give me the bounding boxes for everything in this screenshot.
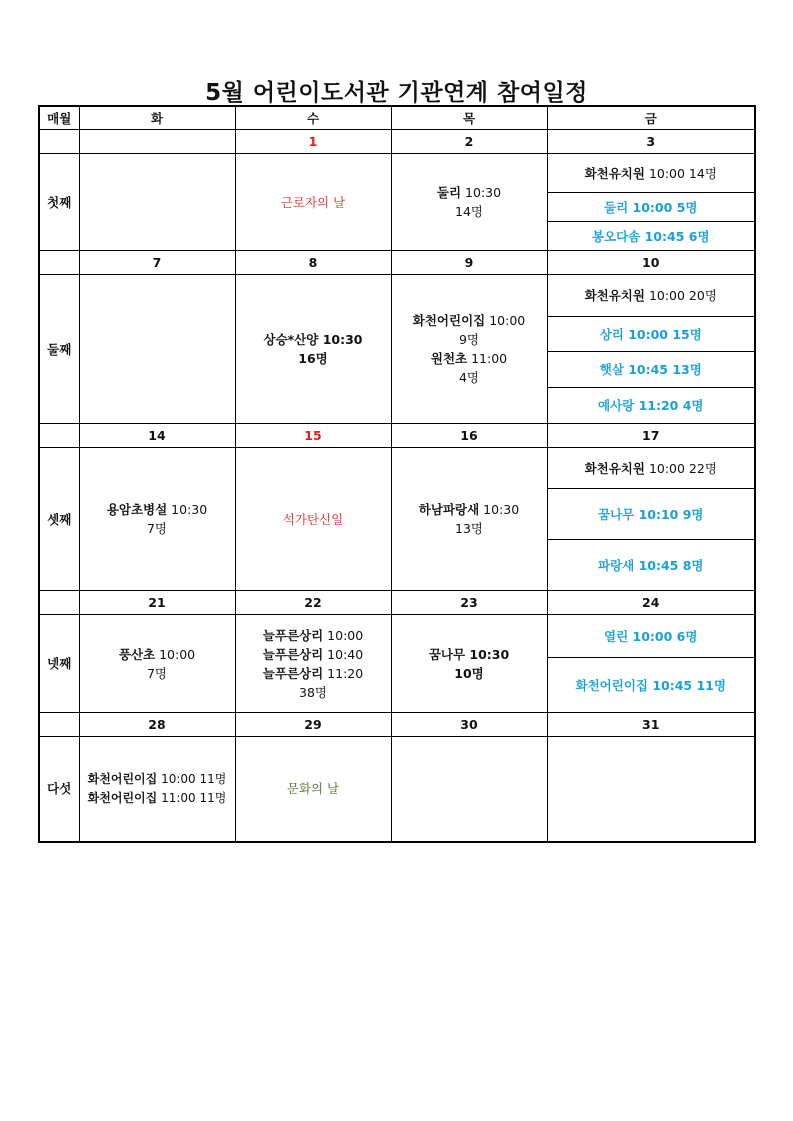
week1-row xyxy=(39,154,755,251)
date-cell: 22 xyxy=(235,591,391,615)
schedule-entry: 늘푸른상리 10:40 xyxy=(262,646,364,662)
schedule-entry: 늘푸른상리 10:00 xyxy=(262,627,364,643)
schedule-entry: 하남파랑새 10:30 xyxy=(418,502,520,517)
week3-row xyxy=(39,448,755,591)
schedule-entry: 상리 10:00 15명 xyxy=(548,317,755,352)
date-cell: 9 xyxy=(391,251,547,275)
schedule-entry: 10명 xyxy=(454,665,484,681)
date-row-week5 xyxy=(39,713,755,737)
date-cell: 1 xyxy=(235,130,391,154)
date-cell: 23 xyxy=(391,591,547,615)
date-cell: 30 xyxy=(391,713,547,737)
header-thu: 목 xyxy=(391,106,547,130)
tue-cell xyxy=(79,448,235,591)
wed-cell xyxy=(235,154,391,251)
date-cell: 15 xyxy=(235,424,391,448)
date-cell: 24 xyxy=(547,591,755,615)
schedule-entry: 봉오다솜 10:45 6명 xyxy=(591,228,710,244)
week5-row xyxy=(39,737,755,842)
schedule-entry: 둘리 10:30 xyxy=(436,185,502,200)
schedule-entry: 둘리 10:00 5명 xyxy=(548,193,755,222)
schedule-entry: 화천어린이집 10:00 xyxy=(412,313,526,328)
date-row-week4 xyxy=(39,591,755,615)
schedule-table xyxy=(38,105,756,843)
thu-cell xyxy=(391,737,547,842)
schedule-entry: 14명 xyxy=(455,204,483,219)
date-row-week3 xyxy=(39,424,755,448)
week4-row xyxy=(39,615,755,713)
date-row-week1 xyxy=(39,130,755,154)
date-cell: 8 xyxy=(235,251,391,275)
wed-cell xyxy=(235,737,391,842)
schedule-entry: 상승*산양 10:30 xyxy=(263,332,363,347)
schedule-entry: 화천유치원 10:00 14명 xyxy=(548,154,755,193)
week-label: 첫째 xyxy=(39,154,79,251)
schedule-entry: 원천초 11:00 xyxy=(430,351,508,366)
header-tue: 화 xyxy=(79,106,235,130)
date-cell: 10 xyxy=(547,251,755,275)
date-cell: 29 xyxy=(235,713,391,737)
tue-cell xyxy=(79,737,235,842)
schedule-entry: 38명 xyxy=(299,684,327,700)
schedule-entry: 풍산초 10:00 xyxy=(118,646,196,662)
header-row xyxy=(39,106,755,130)
fri-cell xyxy=(547,615,755,713)
schedule-entry: 용암초병설 10:30 xyxy=(106,502,208,517)
schedule-entry: 화천어린이집 11:00 11명 xyxy=(87,790,227,805)
date-row-week2 xyxy=(39,251,755,275)
date-cell xyxy=(79,130,235,154)
schedule-entry: 7명 xyxy=(146,521,168,536)
thu-cell xyxy=(391,448,547,591)
date-cell: 21 xyxy=(79,591,235,615)
schedule-entry: 파랑새 10:45 8명 xyxy=(598,557,704,573)
holiday-label: 석가탄신일 xyxy=(282,511,344,527)
culture-day-label: 문화의 날 xyxy=(286,781,340,797)
schedule-entry: 9명 xyxy=(458,332,480,347)
schedule-entry: 화천어린이집 10:00 11명 xyxy=(87,771,227,786)
week-label: 둘째 xyxy=(39,275,79,424)
fri-cell xyxy=(547,448,755,591)
thu-cell xyxy=(391,275,547,424)
header-week: 매월 xyxy=(39,106,79,130)
date-cell: 28 xyxy=(79,713,235,737)
schedule-entry: 16명 xyxy=(298,351,328,366)
header-fri: 금 xyxy=(547,106,755,130)
thu-cell xyxy=(391,154,547,251)
schedule-entry: 13명 xyxy=(455,521,483,536)
schedule-entry: 화천유치원 10:00 22명 xyxy=(548,448,755,489)
schedule-entry: 화천어린이집 10:45 11명 xyxy=(575,677,726,693)
schedule-entry: 꿈나무 10:30 xyxy=(428,646,510,662)
week-label: 넷째 xyxy=(39,615,79,713)
page-title: 5월 어린이도서관 기관연계 참여일정 xyxy=(205,80,588,106)
wed-cell xyxy=(235,448,391,591)
tue-cell xyxy=(79,154,235,251)
wed-cell xyxy=(235,615,391,713)
schedule-entry: 열린 10:00 6명 xyxy=(548,615,755,658)
schedule-entry: 늘푸른상리 11:20 xyxy=(262,665,364,681)
header-wed: 수 xyxy=(235,106,391,130)
tue-cell xyxy=(79,275,235,424)
holiday-label: 근로자의 날 xyxy=(280,194,346,210)
date-cell: 31 xyxy=(547,713,755,737)
date-cell: 17 xyxy=(547,424,755,448)
thu-cell xyxy=(391,615,547,713)
week-label: 다섯 xyxy=(39,737,79,842)
schedule-entry: 7명 xyxy=(146,665,168,681)
date-cell: 2 xyxy=(391,130,547,154)
schedule-entry: 꿈나무 10:10 9명 xyxy=(548,489,755,540)
fri-cell xyxy=(547,275,755,424)
fri-cell xyxy=(547,154,755,251)
schedule-entry: 화천유치원 10:00 20명 xyxy=(548,275,755,317)
tue-cell xyxy=(79,615,235,713)
wed-cell xyxy=(235,275,391,424)
schedule-entry: 햇살 10:45 13명 xyxy=(548,352,755,388)
schedule-entry: 4명 xyxy=(458,370,480,385)
week-label: 셋째 xyxy=(39,448,79,591)
week2-row xyxy=(39,275,755,424)
date-cell: 16 xyxy=(391,424,547,448)
date-cell: 14 xyxy=(79,424,235,448)
schedule-entry: 예사랑 11:20 4명 xyxy=(598,398,704,413)
date-cell: 7 xyxy=(79,251,235,275)
fri-cell xyxy=(547,737,755,842)
date-cell: 3 xyxy=(547,130,755,154)
